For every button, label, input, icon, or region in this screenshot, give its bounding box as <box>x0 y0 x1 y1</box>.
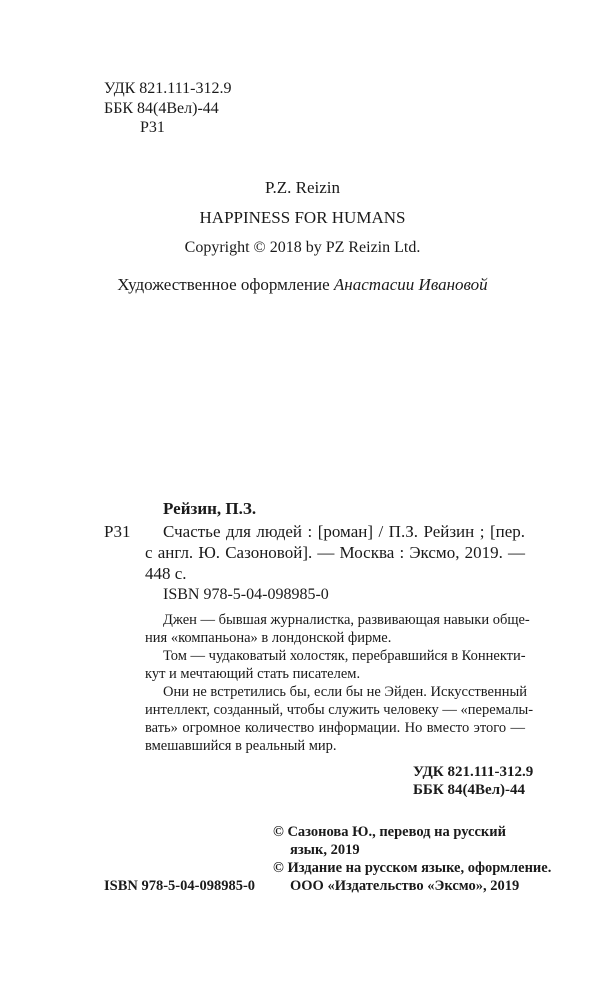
author-index-top: Р31 <box>140 119 165 136</box>
entry-isbn: ISBN 978-5-04-098985-0 <box>163 586 329 603</box>
entry-description-line-3: 448 с. <box>145 564 187 583</box>
bbk-code-bottom: ББК 84(4Вел)-44 <box>413 782 526 798</box>
copyright-line: © Издание на русском языке, оформление. <box>273 860 552 876</box>
copyright-line: © Сазонова Ю., перевод на русский <box>273 824 506 840</box>
annotation-line: ния «компаньона» в лондонской фирме. <box>145 630 392 646</box>
art-design-label: Художественное оформление <box>117 275 334 294</box>
udk-code-top: УДК 821.111-312.9 <box>104 80 232 97</box>
bbk-code-top: ББК 84(4Вел)-44 <box>104 100 219 117</box>
annotation-line: Джен — бывшая журналистка, развивающая навыки обще- <box>163 612 530 628</box>
udk-code-bottom: УДК 821.111-312.9 <box>413 764 534 780</box>
entry-index: Р31 <box>104 522 131 541</box>
original-copyright: Copyright © 2018 by PZ Reizin Ltd. <box>184 239 421 256</box>
original-title: HAPPINESS FOR HUMANS <box>199 208 406 227</box>
art-designer-name: Анастасии Ивановой <box>333 275 488 294</box>
entry-description-line-1: Счастье для людей : [роман] / П.З. Рейзин ; [пер. <box>163 522 525 541</box>
annotation-line: вать» огромное количество информации. Но вместо этого — <box>145 720 525 736</box>
copyright-line: ООО «Издательство «Эксмо», 2019 <box>290 878 520 894</box>
annotation-line: Они не встретились бы, если бы не Эйден. Искусственный <box>163 684 527 700</box>
annotation-line: вмешавшийся в реальный мир. <box>145 738 337 754</box>
copyright-line: язык, 2019 <box>290 842 360 858</box>
entry-author-heading: Рейзин, П.З. <box>163 499 257 518</box>
entry-description-line-2: с англ. Ю. Сазоновой]. — Москва : Эксмо, 2019. — <box>145 543 525 562</box>
annotation-line: интеллект, созданный, чтобы служить человеку — «перемалы- <box>145 702 534 718</box>
art-design-credit <box>0 274 605 295</box>
original-author: P.Z. Reizin <box>264 178 341 197</box>
annotation-line: кут и мечтающий стать писателем. <box>145 666 361 682</box>
annotation-line: Том — чудаковатый холостяк, перебравшийся в Коннекти- <box>163 648 526 664</box>
isbn-bottom: ISBN 978-5-04-098985-0 <box>104 878 256 894</box>
